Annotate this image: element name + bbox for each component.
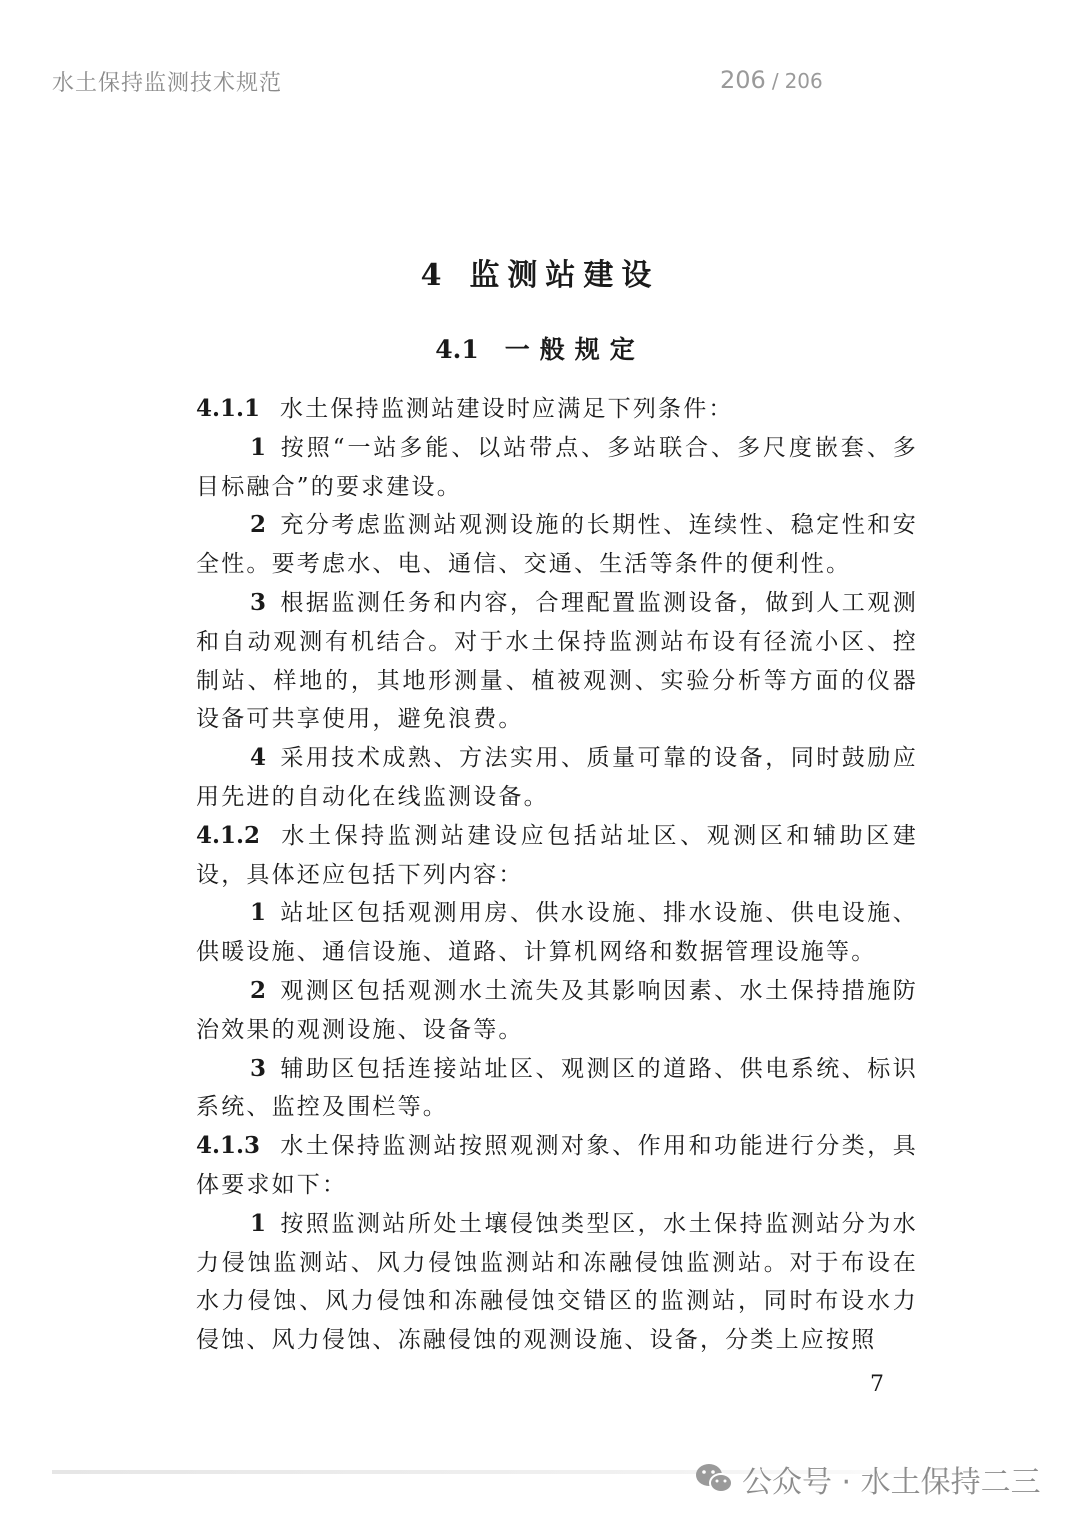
paragraph-text: 根据监测任务和内容，合理配置监测设备，做到人工观测和自动观测有机结合。对于水土保持监测站布设有径流小区、控制站、样地的，其地形测量、植被观测、实验分析等方面的仪器设备可共享使用，避免浪费。: [196, 589, 918, 733]
item-number: 1: [250, 1209, 267, 1237]
item-number: 1: [250, 899, 267, 927]
paragraph-text: 充分考虑监测站观测设施的长期性、连续性、稳定性和安全性。要考虑水、电、通信、交通、生活等条件的便利性。: [196, 512, 918, 578]
clause-paragraph: [196, 817, 918, 895]
section-heading: [0, 330, 1080, 366]
paragraph-text: 按照监测站所处土壤侵蚀类型区，水土保持监测站分为水力侵蚀监测站、风力侵蚀监测站和冻融侵蚀监测站。对于布设在水力侵蚀、风力侵蚀和冻融侵蚀交错区的监测站，同时布设水力侵蚀、风力侵蚀、冻融侵蚀的观测设施、设备，分类上应按照: [196, 1210, 918, 1354]
section-number: 4.1: [435, 335, 479, 364]
clause-paragraph: [196, 1127, 918, 1205]
paragraph-text: 按照“一站多能、以站带点、多站联合、多尺度嵌套、多目标融合”的要求建设。: [196, 434, 918, 500]
total-pages: 206: [784, 69, 823, 93]
current-page: 206: [720, 66, 766, 94]
paragraph-text: 采用技术成熟、方法实用、质量可靠的设备，同时鼓励应用先进的自动化在线监测设备。: [196, 745, 918, 810]
clause-number: 4.1.2: [196, 821, 261, 849]
page-separator: /: [771, 69, 779, 93]
wechat-icon: [694, 1462, 734, 1496]
chapter-heading: [0, 250, 1080, 294]
list-item: [196, 739, 918, 817]
watermark: [694, 1457, 1041, 1501]
item-number: 2: [250, 511, 267, 539]
page-number: 7: [870, 1372, 884, 1397]
document-body: [196, 390, 918, 1360]
item-number: 3: [250, 1054, 267, 1082]
page-counter: [720, 66, 823, 94]
clause-number: 4.1.3: [196, 1132, 261, 1160]
list-item: [196, 972, 918, 1050]
chapter-title: 监测站建设: [469, 258, 660, 293]
list-item: [196, 1205, 918, 1360]
item-number: 2: [250, 976, 267, 1004]
paragraph-text: 辅助区包括连接站址区、观测区的道路、供电系统、标识系统、监控及围栏等。: [196, 1055, 918, 1121]
list-item: [196, 584, 918, 739]
section-title: 一般规定: [504, 335, 645, 364]
chapter-number: 4: [420, 258, 442, 293]
item-number: 4: [250, 744, 267, 772]
paragraph-text: 水土保持监测站按照观测对象、作用和功能进行分类，具体要求如下：: [196, 1133, 918, 1198]
clause-paragraph: [196, 390, 918, 429]
item-number: 3: [250, 588, 267, 616]
document-title: 水土保持监测技术规范: [52, 71, 283, 96]
list-item: [196, 429, 918, 507]
paragraph-text: 水土保持监测站建设时应满足下列条件：: [280, 396, 734, 422]
list-item: [196, 506, 918, 584]
watermark-text: 公众号 · 水土保持二三: [742, 1465, 1041, 1500]
clause-number: 4.1.1: [196, 395, 261, 422]
list-item: [196, 894, 918, 972]
list-item: [196, 1050, 918, 1128]
paragraph-text: 站址区包括观测用房、供水设施、排水设施、供电设施、供暖设施、通信设施、道路、计算机网络和数据管理设施等。: [196, 900, 918, 966]
item-number: 1: [250, 433, 267, 461]
paragraph-text: 水土保持监测站建设应包括站址区、观测区和辅助区建设，具体还应包括下列内容：: [196, 822, 918, 888]
paragraph-text: 观测区包括观测水土流失及其影响因素、水土保持措施防治效果的观测设施、设备等。: [196, 977, 918, 1043]
